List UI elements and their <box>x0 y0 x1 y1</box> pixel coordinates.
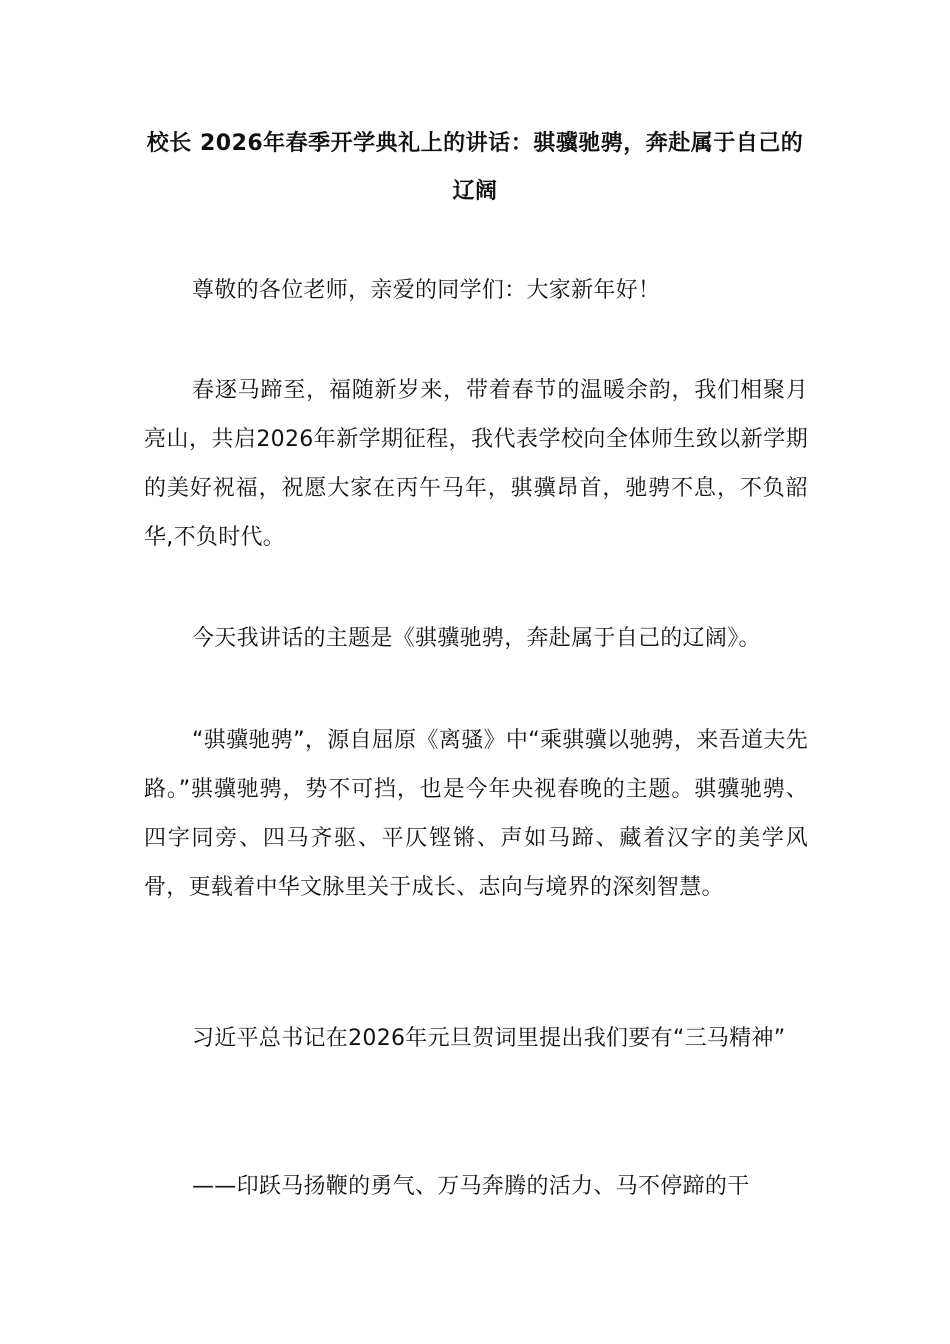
three-horse-paragraph: 习近平总书记在2026年元旦贺词里提出我们要有“三马精神” <box>192 1026 786 1051</box>
greeting-paragraph: 尊敬的各位老师，亲爱的同学们：大家新年好！ <box>192 278 661 303</box>
opening-paragraph: 春逐马蹄至，福随新岁来，带着春节的温暖余韵，我们相聚月亮山，共启2026年新学期征程，我代表学校向全体师生致以新学期的美好祝福，祝愿大家在丙午马年，骐骥昂首，驰骋不息，不负韶华,不负时代。 <box>144 378 808 550</box>
continued-paragraph: ——印跃马扬鞭的勇气、万马奔腾的活力、马不停蹄的干 <box>192 1174 750 1199</box>
theme-paragraph: 今天我讲话的主题是《骐骥驰骋，奔赴属于自己的辽阔》。 <box>192 626 761 651</box>
origin-paragraph: “骐骥驰骋”，源自屈原《离骚》中“乘骐骥以驰骋，来吾道夫先路。”骐骥驰骋，势不可挡，也是今年央视春晚的主题。骐骥驰骋、四字同旁、四马齐驱、平仄铿锵、声如马蹄、藏着汉字的美学风骨，更载着中华文脉里关于成长、志向与境界的深刻智慧。 <box>144 728 808 900</box>
document-title: 校长 2026年春季开学典礼上的讲话：骐骥驰骋，奔赴属于自己的辽阔 <box>146 131 804 204</box>
